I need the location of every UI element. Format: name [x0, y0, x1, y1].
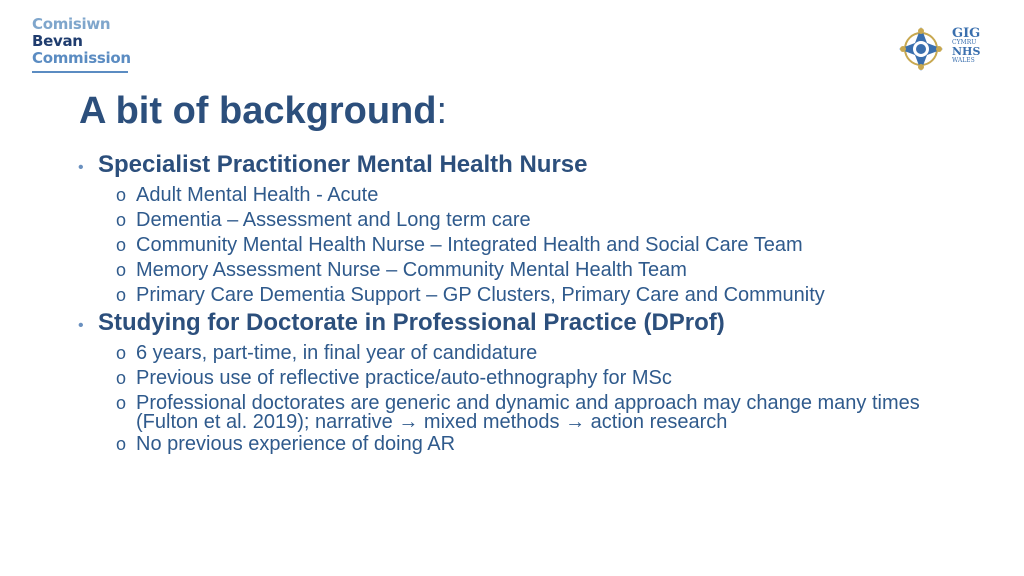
list-item-text: Professional doctorates are generic and dynamic and approach may change many times (Fulton et al. 2019); narrative → mixed methods → action research: [136, 392, 920, 433]
section-heading-text: Specialist Practitioner Mental Health Nurse: [98, 151, 588, 178]
circle-bullet-icon: o: [116, 185, 127, 205]
nhs-text: NHS: [952, 45, 981, 58]
slide-title: [79, 90, 447, 133]
logo-underline: [32, 71, 128, 73]
list-item-text: Previous use of reflective practice/auto-ethnography for MSc: [136, 367, 672, 389]
nhs-wales-logo: [896, 24, 988, 76]
slide-title-colon: :: [436, 90, 448, 132]
list-item-text: Adult Mental Health - Acute: [136, 184, 379, 206]
list-item-text: Memory Assessment Nurse – Community Mental Health Team: [136, 259, 687, 281]
list-item-text: No previous experience of doing AR: [136, 433, 456, 455]
list-item: [76, 258, 976, 283]
list-item: [76, 283, 976, 308]
list-item: [76, 233, 976, 258]
slide-content: [76, 150, 976, 457]
bullet-icon: •: [78, 317, 84, 334]
logo-line-welsh: Comisiwn: [32, 15, 111, 33]
circle-bullet-icon: o: [116, 434, 127, 454]
nhs-wales-wordmark: [952, 28, 980, 64]
list-item: [76, 208, 976, 233]
gig-text: GIG: [952, 26, 981, 41]
list-item: [76, 341, 976, 366]
circle-bullet-icon: o: [116, 260, 127, 280]
bullet-icon: •: [78, 159, 84, 176]
circle-bullet-icon: o: [116, 285, 127, 305]
circle-bullet-icon: o: [116, 210, 127, 230]
slide-title-text: A bit of background: [79, 90, 437, 132]
bevan-commission-logo: [32, 16, 132, 73]
logo-line-bevan: Bevan: [32, 32, 83, 50]
circle-bullet-icon: o: [116, 343, 127, 363]
list-item: [76, 366, 976, 391]
circle-bullet-icon: o: [116, 368, 127, 388]
list-item-text: Dementia – Assessment and Long term care: [136, 209, 531, 231]
section-heading: [76, 308, 976, 341]
list-item: [76, 432, 976, 457]
section-heading-text: Studying for Doctorate in Professional Practice (DProf): [98, 309, 725, 336]
cymru-text: CYMRU: [952, 39, 977, 46]
list-item-text: 6 years, part-time, in final year of candidature: [136, 342, 538, 364]
circle-bullet-icon: o: [116, 393, 127, 413]
section-heading: [76, 150, 976, 183]
wales-text: WALES: [952, 57, 975, 64]
list-item: [76, 391, 976, 432]
nhs-wales-emblem-icon: [896, 24, 946, 74]
list-item-text: Primary Care Dementia Support – GP Clusters, Primary Care and Community: [136, 284, 825, 306]
circle-bullet-icon: o: [116, 235, 127, 255]
list-item: [76, 183, 976, 208]
list-item-text: Community Mental Health Nurse – Integrated Health and Social Care Team: [136, 234, 803, 256]
logo-line-commission: Commission: [32, 49, 131, 67]
